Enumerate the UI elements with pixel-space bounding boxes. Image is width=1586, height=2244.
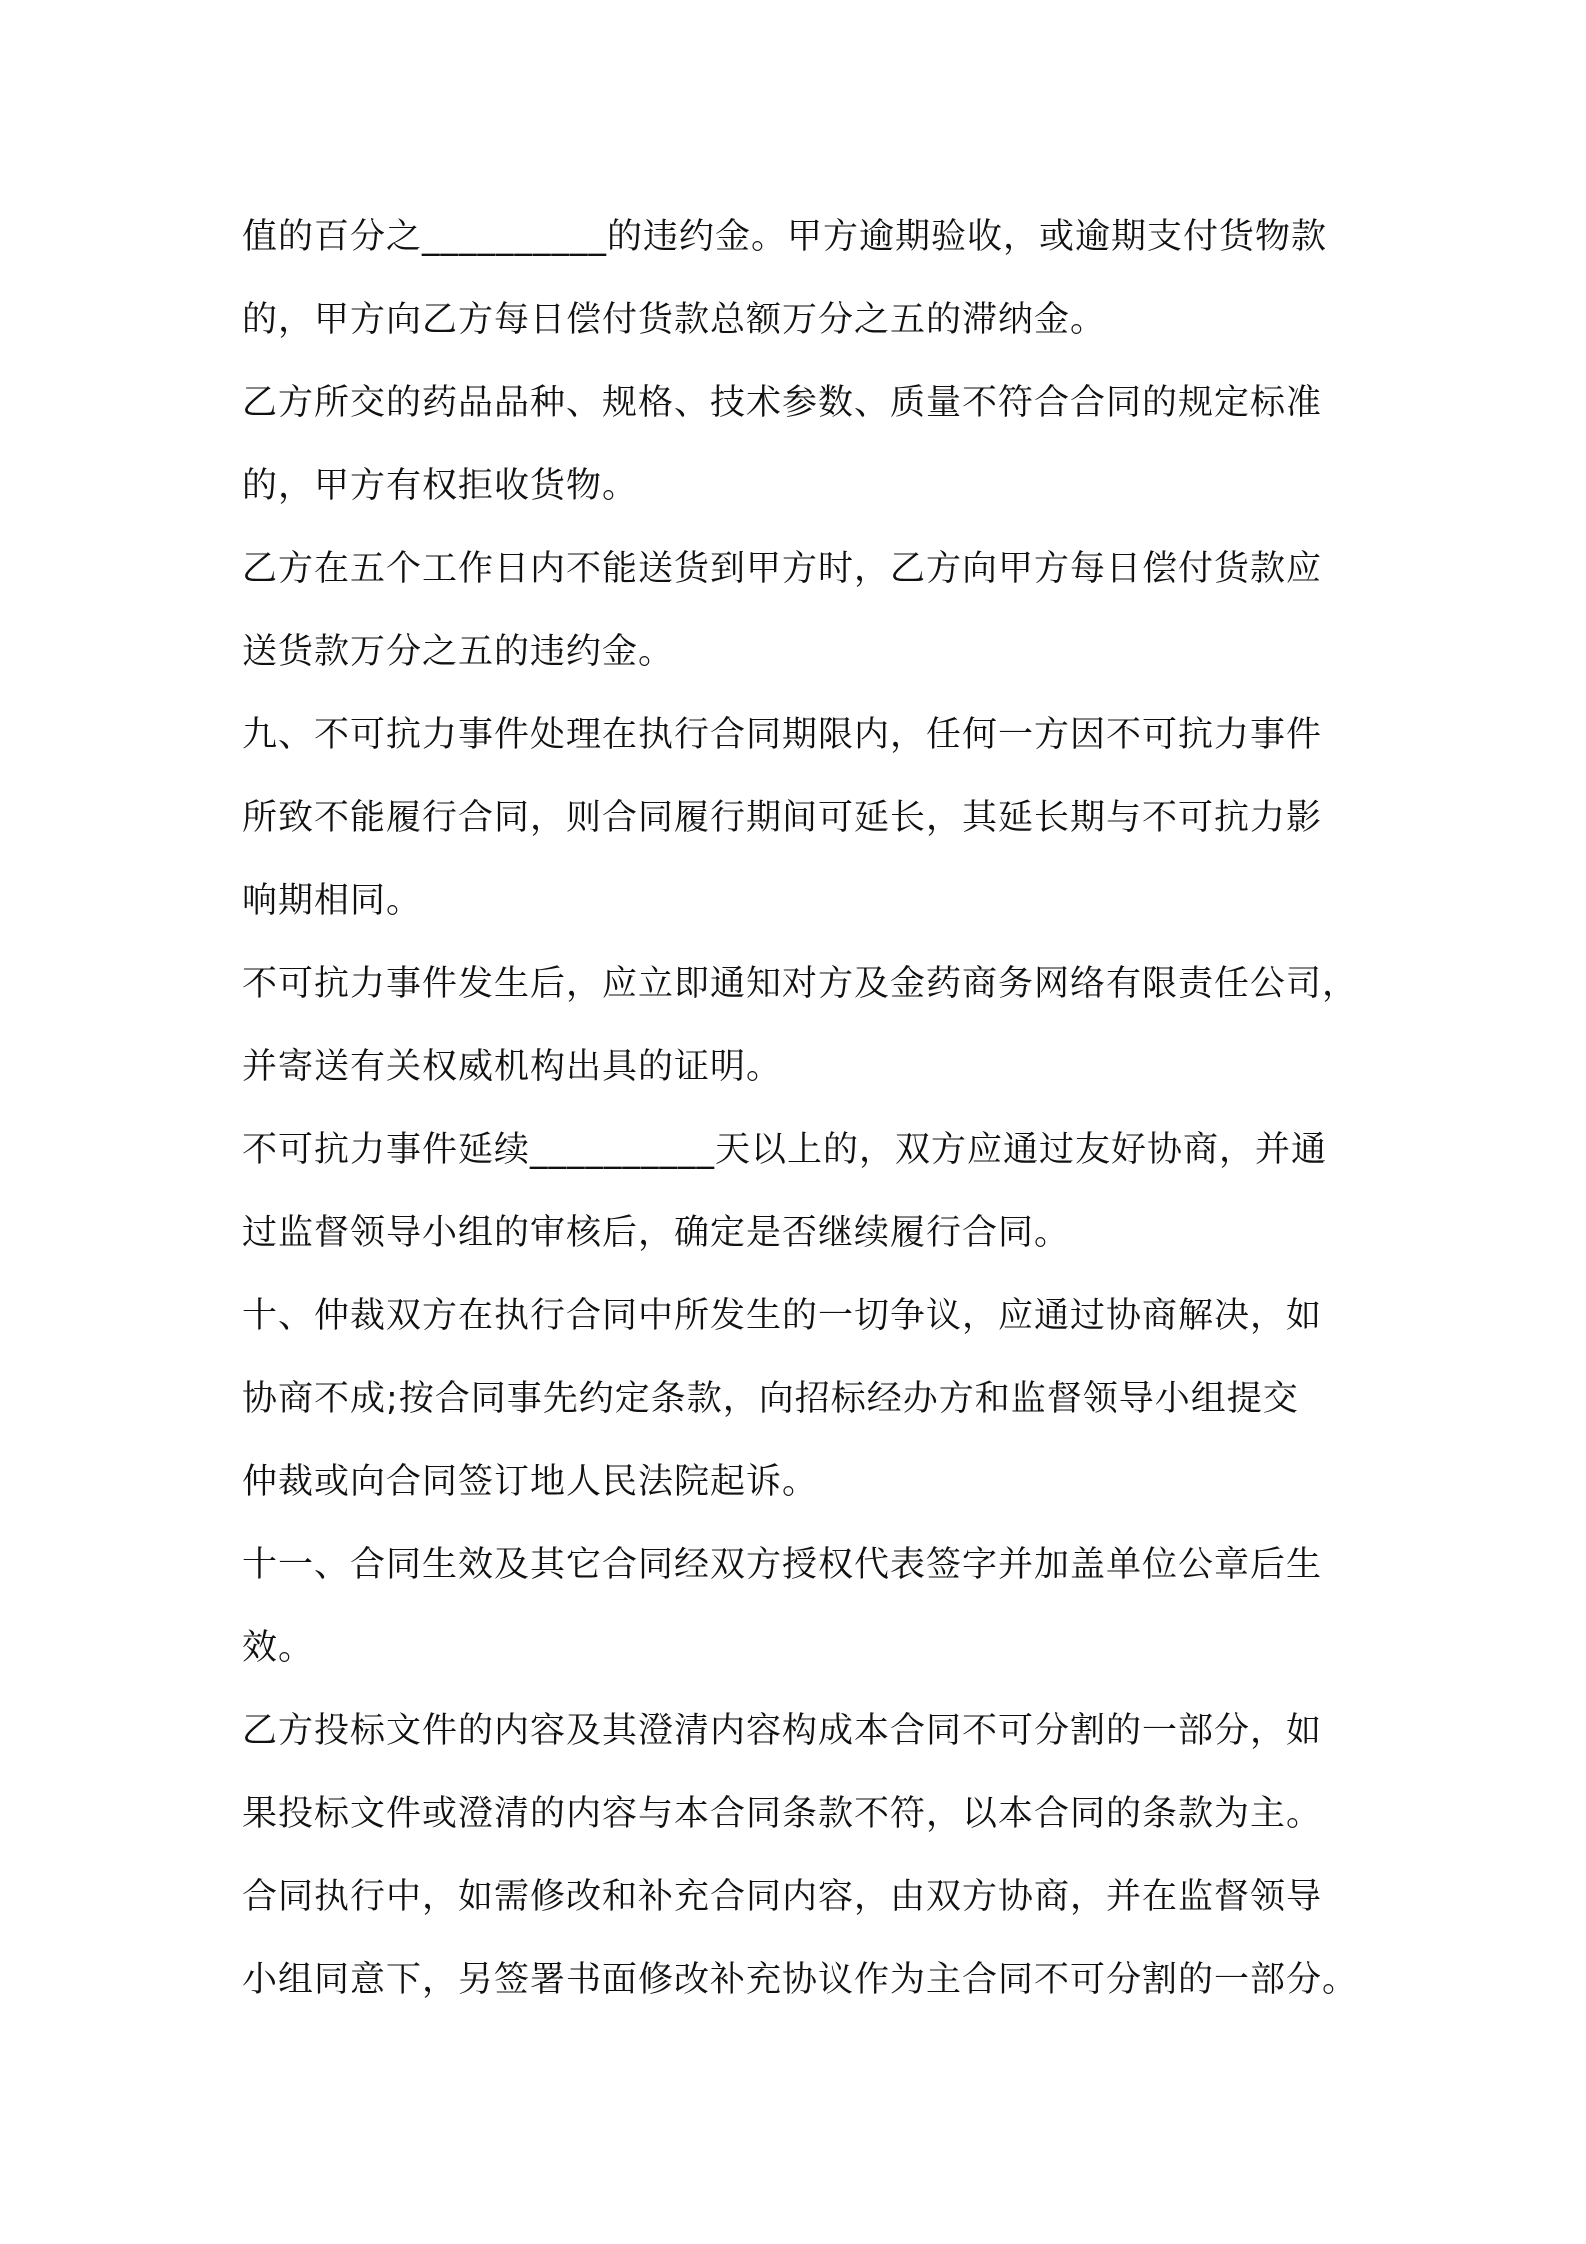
text-line: 果投标文件或澄清的内容与本合同条款不符，以本合同的条款为主。 <box>242 1794 1323 1834</box>
text-line: 协商不成;按合同事先约定条款，向招标经办方和监督领导小组提交 <box>242 1379 1299 1419</box>
paragraph-force-majeure-notice <box>242 943 1372 1109</box>
text-line: 合同执行中，如需修改和补充合同内容，由双方协商，并在监督领导 <box>242 1877 1323 1917</box>
text-line: 十一、合同生效及其它合同经双方授权代表签字并加盖单位公章后生 <box>242 1545 1323 1585</box>
text-line: 并寄送有关权威机构出具的证明。 <box>242 1047 783 1087</box>
paragraph-arbitration <box>242 1275 1372 1524</box>
paragraph-penalty-acceptance <box>242 196 1372 362</box>
text-line: 的，甲方向乙方每日偿付货款总额万分之五的滞纳金。 <box>242 300 1107 340</box>
text-line: 乙方所交的药品品种、规格、技术参数、质量不符合合同的规定标准 <box>242 383 1323 423</box>
paragraph-amendments <box>242 1856 1372 2022</box>
text-line: 小组同意下，另签署书面修改补充协议作为主合同不可分割的一部分。 <box>242 1960 1359 2000</box>
text-line: 仲裁或向合同签订地人民法院起诉。 <box>242 1462 819 1502</box>
text-line: 的，甲方有权拒收货物。 <box>242 466 639 506</box>
paragraph-force-majeure-duration <box>242 1109 1372 1275</box>
text-line: 十、仲裁双方在执行合同中所发生的一切争议，应通过协商解决，如 <box>242 1296 1323 1336</box>
text-line: 过监督领导小组的审核后，确定是否继续履行合同。 <box>242 1213 1071 1253</box>
text-line: 送货款万分之五的违约金。 <box>242 632 675 672</box>
text-line: 不可抗力事件延续__________天以上的，双方应通过友好协商，并通 <box>242 1130 1328 1170</box>
text-line: 效。 <box>242 1628 315 1668</box>
document-body <box>242 196 1372 2022</box>
paragraph-force-majeure <box>242 694 1372 943</box>
text-line: 值的百分之__________的违约金。甲方逾期验收，或逾期支付货物款 <box>242 217 1328 257</box>
text-line: 乙方投标文件的内容及其澄清内容构成本合同不可分割的一部分，如 <box>242 1711 1323 1751</box>
text-line: 九、不可抗力事件处理在执行合同期限内，任何一方因不可抗力事件 <box>242 715 1323 755</box>
text-line: 不可抗力事件发生后，应立即通知对方及金药商务网络有限责任公司， <box>242 964 1359 1004</box>
paragraph-late-delivery <box>242 528 1372 694</box>
paragraph-reject-goods <box>242 362 1372 528</box>
text-line: 所致不能履行合同，则合同履行期间可延长，其延长期与不可抗力影 <box>242 798 1323 838</box>
paragraph-contract-effective <box>242 1524 1372 1690</box>
text-line: 乙方在五个工作日内不能送货到甲方时，乙方向甲方每日偿付货款应 <box>242 549 1323 589</box>
paragraph-bid-documents <box>242 1690 1372 1856</box>
text-line: 响期相同。 <box>242 881 423 921</box>
